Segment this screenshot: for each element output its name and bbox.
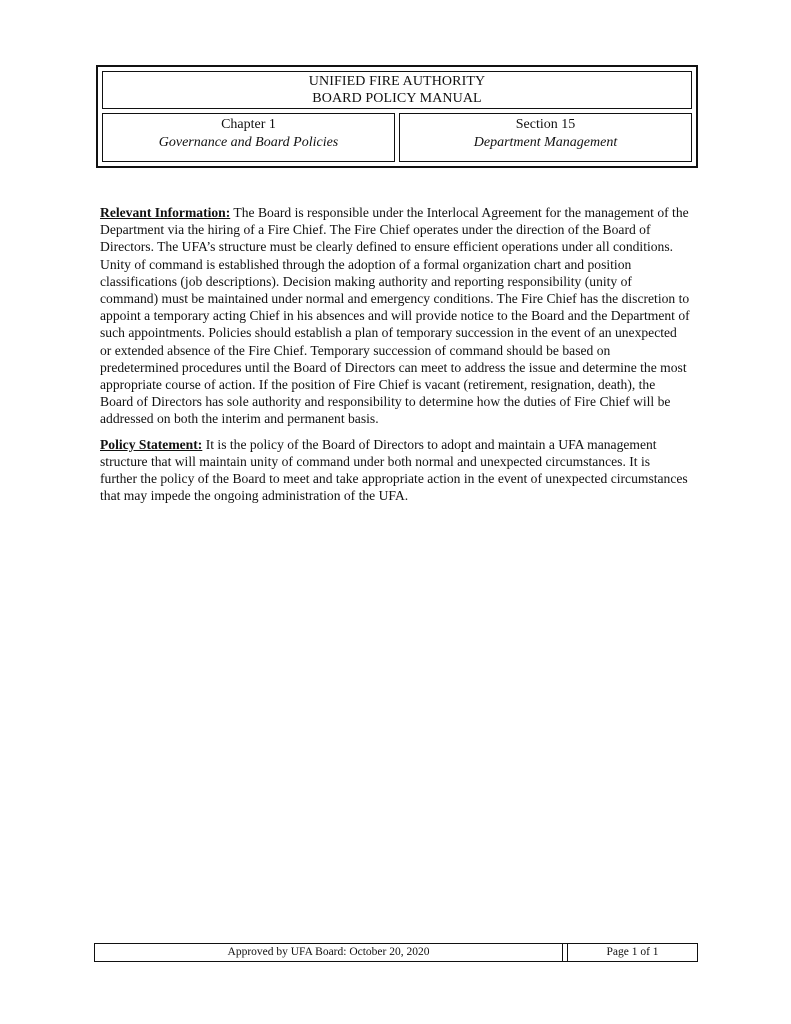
footer-box — [94, 943, 698, 962]
policy-statement-paragraph — [100, 436, 690, 505]
header-box — [96, 65, 698, 168]
approval-date: Approved by UFA Board: October 20, 2020 — [95, 944, 563, 961]
chapter-cell — [102, 113, 395, 162]
relevant-information-paragraph — [100, 204, 690, 428]
manual-title — [102, 71, 692, 109]
title-line-1: UNIFIED FIRE AUTHORITY — [308, 74, 486, 89]
chapter-section-row — [102, 113, 692, 162]
body-text — [100, 204, 690, 512]
section-title: Department Management — [473, 135, 618, 150]
chapter-label: Chapter 1 — [221, 117, 276, 132]
relevant-information-heading: Relevant Information: — [100, 205, 231, 220]
title-line-2: BOARD POLICY MANUAL — [312, 91, 482, 106]
relevant-information-text: The Board is responsible under the Interlocal Agreement for the management of the Department via the hiring of a Fire Chief. The Fire Chief operates under the direction of the Board of Directors. The UFA’s structure must be clearly defined to ensure efficient operations under all conditions. Unity of command is established through the adoption of a formal organization chart and position classifications (job descriptions). Decision making authority and reporting responsibility (unity of command) must be maintained under normal and emergency conditions. The Fire Chief has the discretion to appoint a temporary acting Chief in his absences and will provide notice to the Board and the Department of such appointments. Policies should establish a plan of temporary succession in the event of an unexpected or extended absence of the Fire Chief. Temporary succession of command should be based on predetermined procedures until the Board of Directors can meet to address the issue and determine the most appropriate course of action. If the position of Fire Chief is vacant (retirement, resignation, death), the Board of Directors has sole authority and responsibility to determine how the duties of Fire Chief will be addressed on both the interim and permanent basis. — [100, 205, 690, 427]
page-number: Page 1 of 1 — [567, 944, 697, 961]
policy-statement-heading: Policy Statement: — [100, 436, 203, 452]
chapter-title: Governance and Board Policies — [158, 135, 339, 150]
section-cell — [399, 113, 692, 162]
policy-statement-text: It is the policy of the Board of Directors to adopt and maintain a UFA management structure that will maintain unity of command under both normal and unexpected circumstances. It is further the policy of the Board to meet and take appropriate action in the event of unexpected circumstances that may impede the ongoing administration of the UFA. — [100, 436, 688, 504]
section-label: Section 15 — [515, 117, 576, 132]
